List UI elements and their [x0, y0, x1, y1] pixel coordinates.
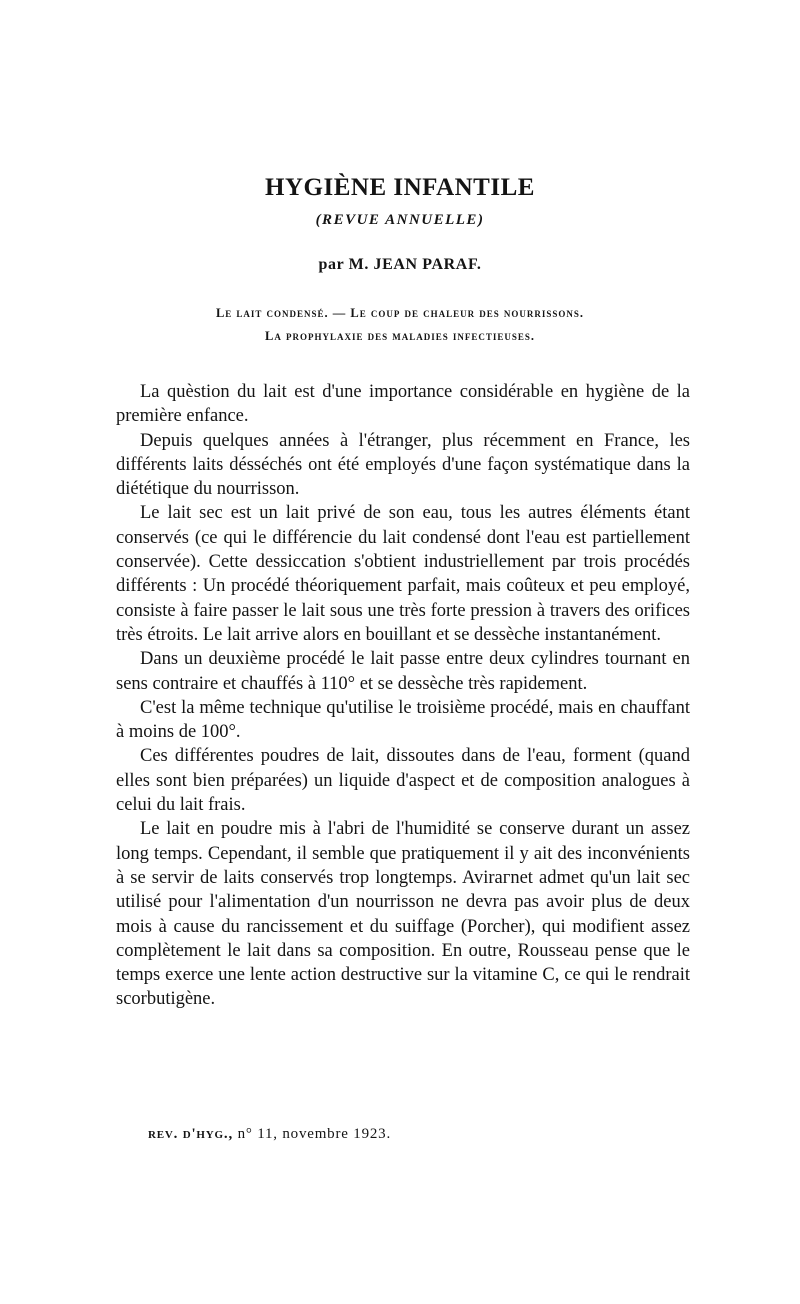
paragraph: Ces différentes poudres de lait, dissoutes dans de l'eau, forment (quand elles sont bien préparées) un liquide d'aspect et de composition analogues à celui du lait frais.: [116, 746, 690, 816]
paragraph: La quèstion du lait est d'une importance considérable en hygiène de la première enfance.: [116, 382, 690, 427]
summary-line-1: Le lait condensé. — Le coup de chaleur des nourrissons.: [215, 306, 585, 320]
journal-abbrev: rev. d'hyg.,: [148, 1126, 233, 1142]
journal-issue: n° 11, novembre 1923.: [237, 1126, 392, 1142]
author-line: par M. JEAN PARAF.: [318, 256, 482, 273]
page-title: HYGIÈNE INFANTILE: [265, 174, 535, 201]
summary-line-2: La prophylaxie des maladies infectieuses.: [264, 329, 535, 343]
paragraph: C'est la même technique qu'utilise le troisième procédé, mais en chauffant à moins de 100°.: [116, 697, 690, 743]
journal-reference: [148, 1126, 391, 1143]
paragraph: Le lait en poudre mis à l'abri de l'humidité se conserve durant un assez long temps. Cependant, il semble que pratiquement il y ait des inconvénients à se servir de laits conservés trop longtemps. Avirагnet admet qu'un lait sec utilisé pour l'alimentation d'un nourrisson ne devra pas avoir plus de deux mois à cause du rancissement et du suiffage (Porcher), qui modifient assez complètement le lait dans sa composition. En outre, Rousseau pense que le temps exerce une lente action destructive sur la vitamine C, ce qui le rendrait scorbutigène.: [116, 819, 690, 1010]
paragraph: Dans un deuxième procédé le lait passe entre deux cylindres tournant en sens contraire et chauffés à 110° et se dessèche très rapidement.: [116, 649, 690, 694]
article-body: [116, 380, 690, 1012]
page-subtitle: (REVUE ANNUELLE): [315, 212, 485, 228]
paragraph: Depuis quelques années à l'étranger, plus récemment en France, les différents laits désséchés ont été employés d'une façon systématique dans la diététique du nourrisson.: [116, 430, 690, 500]
paragraph: Le lait sec est un lait privé de son eau, tous les autres éléments étant conservés (ce qui le différencie du lait condensé dont l'eau est partiellement conservée). Cette dessiccation s'obtient industriellement par trois procédés différents : Un procédé théoriquement parfait, mais coûteux et peu employé, consiste à faire passer le lait sous une très forte pression à travers des orifices très étroits. Le lait arrive alors en bouillant et se dessèche instantanément.: [116, 503, 690, 645]
